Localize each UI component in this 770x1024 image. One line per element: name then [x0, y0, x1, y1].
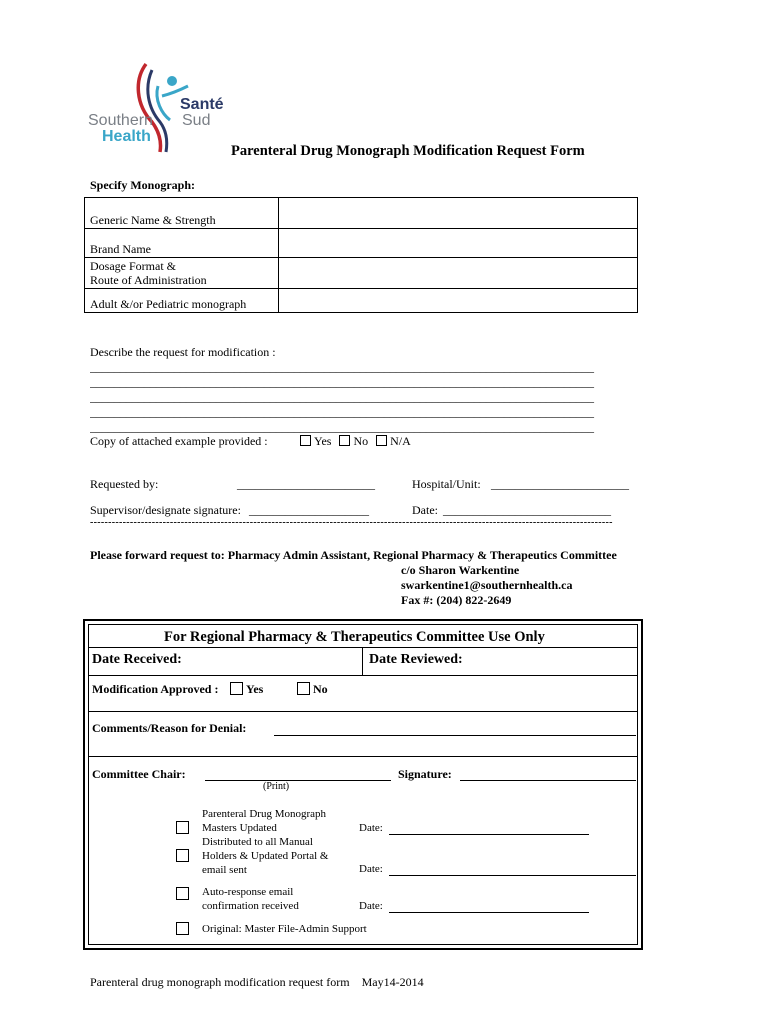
auto-response-date-field[interactable]: [389, 912, 589, 913]
masters-updated-date-field[interactable]: [389, 834, 589, 835]
brand-name-field[interactable]: [279, 229, 638, 258]
signature-field[interactable]: [460, 780, 636, 781]
forward-contact-name: c/o Sharon Warkentine: [401, 563, 520, 577]
approved-yes-label: Yes: [246, 682, 264, 696]
describe-request-label: Describe the request for modification :: [90, 345, 276, 359]
committee-chair-label: Committee Chair:: [92, 767, 186, 781]
committee-section: [83, 619, 643, 950]
date-reviewed-label: Date Reviewed:: [369, 652, 463, 667]
divider: [89, 647, 637, 648]
request-line-2[interactable]: ____________________________________________________________________________________: [90, 375, 594, 389]
approved-no-label: No: [313, 682, 328, 696]
yes-checkbox[interactable]: [300, 435, 311, 446]
request-line-5[interactable]: ____________________________________________________________________________________: [90, 420, 594, 434]
auto-response-date-label: Date:: [359, 900, 383, 912]
monograph-table: [84, 197, 638, 313]
print-label: (Print): [263, 781, 290, 792]
na-checkbox[interactable]: [376, 435, 387, 446]
brand-name-label: Brand Name: [85, 229, 279, 258]
supervisor-signature-label: Supervisor/designate signature:: [90, 503, 241, 517]
table-row: [85, 229, 638, 258]
dosage-format-label: Dosage Format & Route of Administration: [85, 258, 279, 289]
page-title: Parenteral Drug Monograph Modification Request Form: [231, 143, 585, 159]
date-label: Date:: [412, 503, 438, 517]
distributed-date-label: Date:: [359, 863, 383, 875]
divider: [89, 756, 637, 757]
comments-label: Comments/Reason for Denial:: [92, 721, 247, 735]
no-option-label: No: [353, 434, 369, 448]
yes-option-label: Yes: [314, 434, 332, 448]
table-row: [85, 289, 638, 313]
request-line-3[interactable]: ____________________________________________________________________________________: [90, 390, 594, 404]
logo-southern: Southern: [88, 112, 153, 129]
adult-pediatric-label: Adult &/or Pediatric monograph: [85, 289, 279, 313]
original-master-file-label: Original: Master File-Admin Support: [202, 923, 367, 935]
comments-field[interactable]: [274, 735, 636, 736]
dosage-format-field[interactable]: [279, 258, 638, 289]
masters-updated-date-label: Date:: [359, 822, 383, 834]
adult-pediatric-field[interactable]: [279, 289, 638, 313]
forward-fax: Fax #: (204) 822-2649: [401, 593, 512, 607]
signature-label: Signature:: [398, 767, 452, 781]
copy-attached-options: [300, 434, 411, 449]
request-line-1[interactable]: ____________________________________________________________________________________: [90, 360, 594, 374]
na-option-label: N/A: [390, 434, 411, 448]
approved-no-checkbox[interactable]: [297, 682, 310, 695]
requested-by-field[interactable]: _______________________: [237, 477, 375, 491]
table-row: [85, 258, 638, 289]
divider: [89, 675, 637, 676]
hospital-unit-label: Hospital/Unit:: [412, 477, 481, 491]
logo-sante: Santé: [180, 96, 224, 113]
copy-attached-label: Copy of attached example provided :: [90, 434, 268, 448]
hospital-unit-field[interactable]: _______________________: [491, 477, 629, 491]
distributed-date-field[interactable]: [389, 875, 636, 876]
logo-health: Health: [102, 128, 151, 145]
divider: [362, 647, 363, 675]
date-field[interactable]: ____________________________: [443, 503, 611, 517]
auto-response-label: Auto-response email confirmation received: [202, 886, 299, 912]
table-row: [85, 198, 638, 229]
no-checkbox[interactable]: [339, 435, 350, 446]
logo: [88, 60, 238, 155]
requested-by-label: Requested by:: [90, 477, 159, 491]
logo-sud: Sud: [182, 112, 211, 129]
distributed-label: Distributed to all Manual Holders & Updated Portal & email sent: [202, 836, 329, 876]
separator-line: ------------------------------------------------------------------------------------------------------------------------------------------------: [90, 517, 613, 528]
committee-title: For Regional Pharmacy & Therapeutics Committee Use Only: [164, 629, 545, 645]
divider: [89, 711, 637, 712]
forward-email: swarkentine1@southernhealth.ca: [401, 578, 573, 592]
date-received-label: Date Received:: [92, 652, 182, 667]
supervisor-signature-field[interactable]: ____________________: [249, 503, 369, 517]
forward-line-1: Please forward request to: Pharmacy Admin Assistant, Regional Pharmacy & Therapeutics Committee: [90, 548, 617, 562]
request-line-4[interactable]: ____________________________________________________________________________________: [90, 405, 594, 419]
masters-updated-checkbox[interactable]: [176, 821, 189, 834]
distributed-checkbox[interactable]: [176, 849, 189, 862]
approved-yes-checkbox[interactable]: [230, 682, 243, 695]
masters-updated-label: Parenteral Drug Monograph Masters Updated: [202, 808, 327, 834]
specify-monograph-label: Specify Monograph:: [90, 178, 195, 192]
generic-name-field[interactable]: [279, 198, 638, 229]
auto-response-checkbox[interactable]: [176, 887, 189, 900]
generic-name-label: Generic Name & Strength: [85, 198, 279, 229]
footer-text: Parenteral drug monograph modification request form May14-2014: [90, 975, 424, 989]
committee-chair-field[interactable]: [205, 780, 391, 781]
original-master-file-checkbox[interactable]: [176, 922, 189, 935]
modification-approved-label: Modification Approved :: [92, 682, 219, 696]
committee-inner-border: [88, 624, 638, 945]
